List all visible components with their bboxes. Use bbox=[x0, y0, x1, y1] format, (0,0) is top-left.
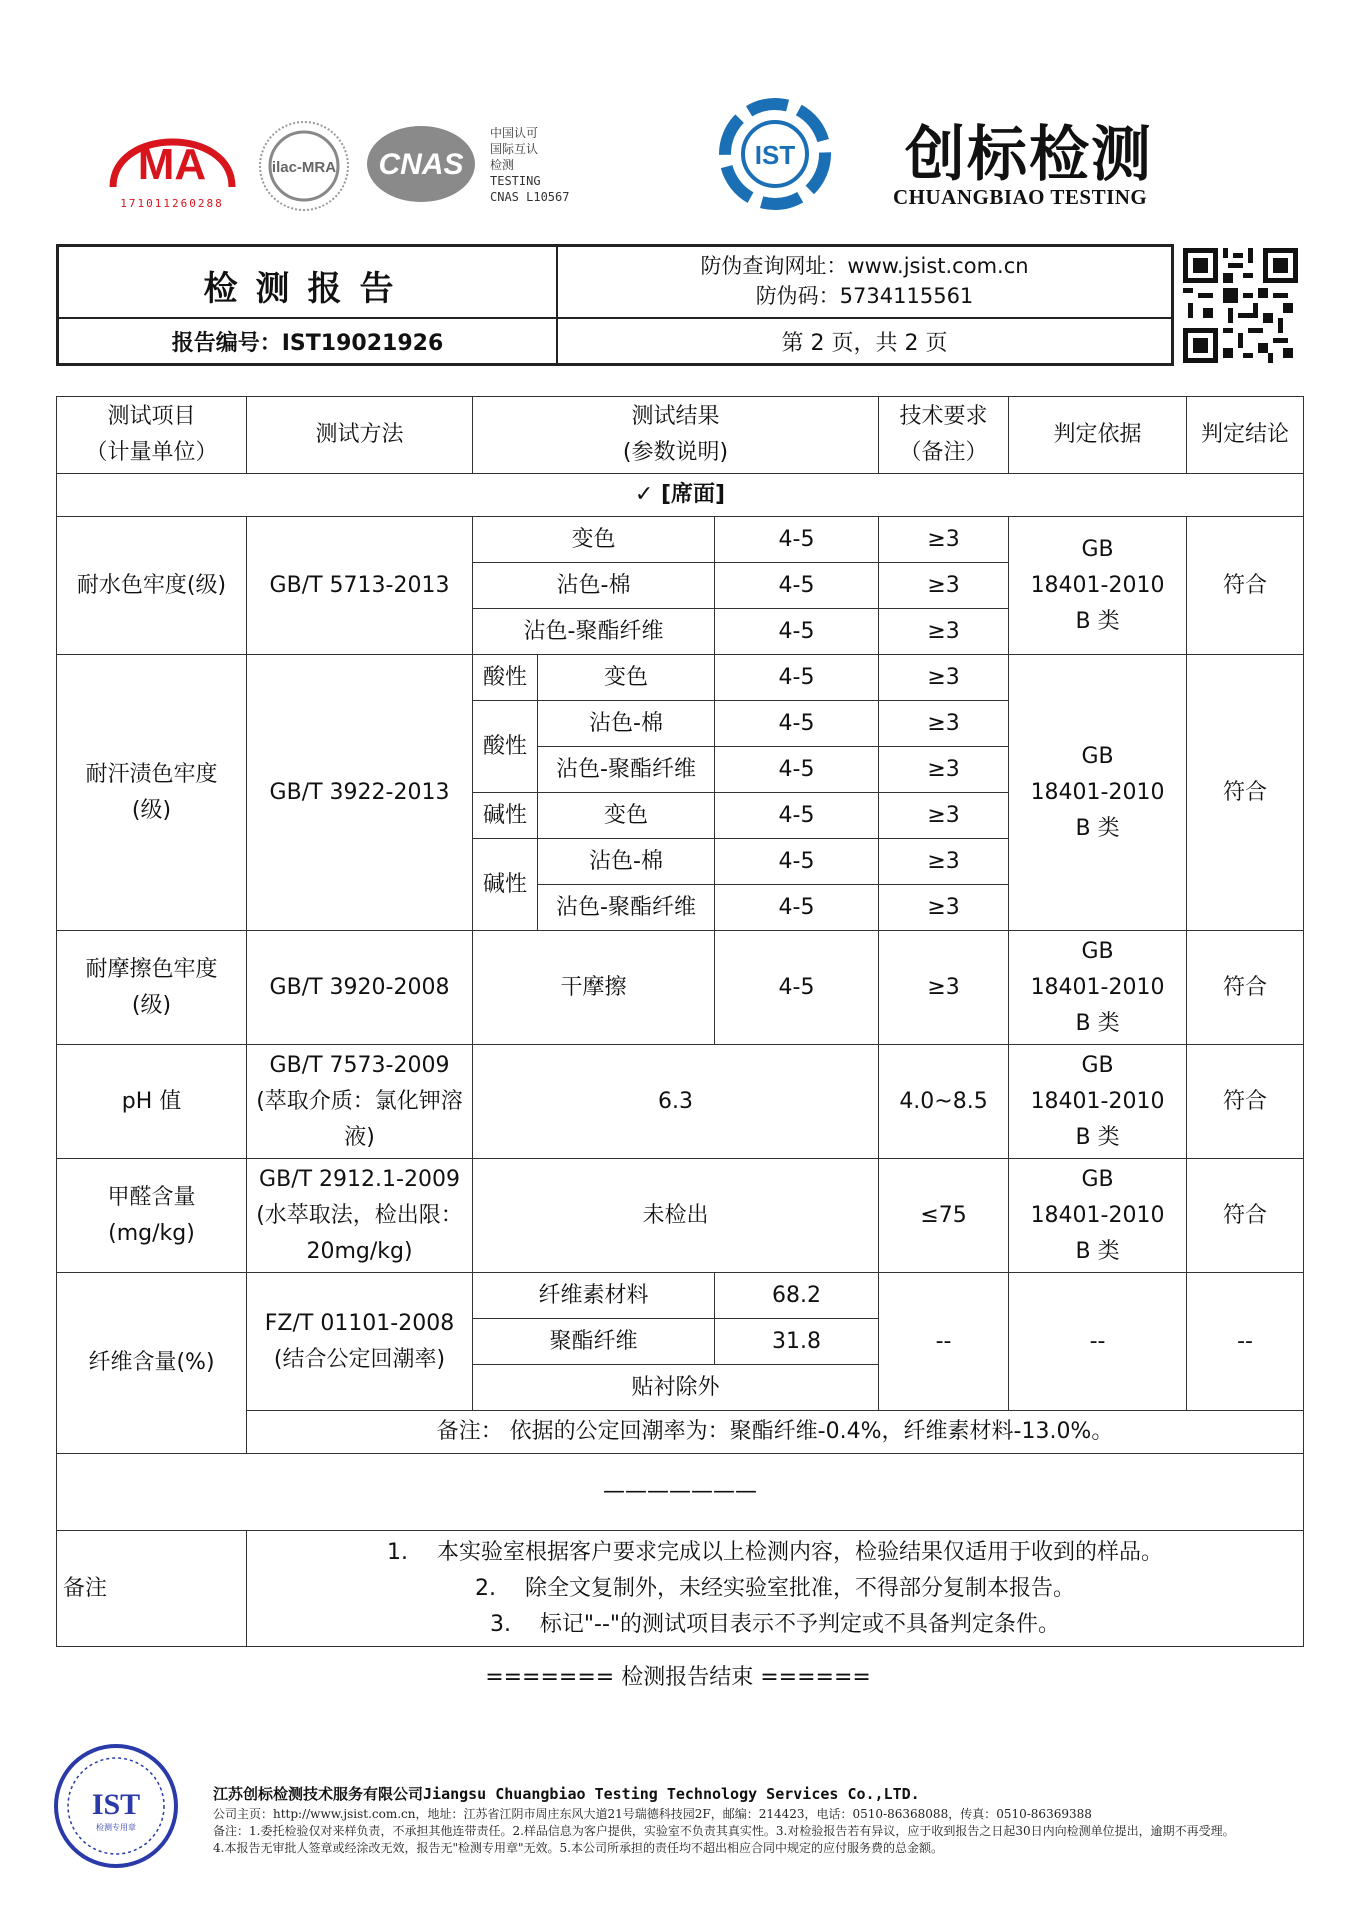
ilac-text: ilac-MRA bbox=[271, 159, 337, 176]
table-cell: 4-5 bbox=[715, 747, 879, 793]
section-row bbox=[57, 474, 1304, 517]
section-title: ✓ [席面] bbox=[57, 474, 1304, 517]
report-end: ======= 检测报告结束 ====== bbox=[485, 1665, 871, 1690]
item-water: 耐水色牢度(级) bbox=[57, 517, 247, 655]
item-ph: pH 值 bbox=[57, 1045, 247, 1159]
report-number: 报告编号：IST19021926 bbox=[171, 330, 444, 356]
table-cell: 沾色-聚酯纤维 bbox=[473, 609, 715, 655]
stamp-subtext: 检测专用章 bbox=[96, 1823, 136, 1832]
table-cell: 未检出 bbox=[473, 1159, 879, 1273]
anti-counterfeit bbox=[558, 251, 1171, 311]
table-cell: ≥3 bbox=[879, 931, 1009, 1045]
table-cell: 4-5 bbox=[715, 655, 879, 701]
table-cell: 干摩擦 bbox=[473, 931, 715, 1045]
table-cell: 聚酯纤维 bbox=[473, 1319, 715, 1365]
table-cell: 4-5 bbox=[715, 793, 879, 839]
table-cell: 68.2 bbox=[715, 1273, 879, 1319]
method-rub: GB/T 3920-2008 bbox=[247, 931, 473, 1045]
anti-code: 防伪码：5734115561 bbox=[755, 284, 974, 308]
table-cell: ≤75 bbox=[879, 1159, 1009, 1273]
table-cell: 4-5 bbox=[715, 701, 879, 747]
stamp-text: IST bbox=[91, 1788, 141, 1821]
ma-text: MA bbox=[137, 140, 207, 189]
fiber-note: 备注： 依据的公定回潮率为：聚酯纤维-0.4%，纤维素材料-13.0%。 bbox=[247, 1411, 1304, 1454]
report-header bbox=[56, 244, 1174, 366]
table-cell: 6.3 bbox=[473, 1045, 879, 1159]
table-cell: ≥3 bbox=[879, 701, 1009, 747]
method-fiber: FZ/T 01101-2008 (结合公定回潮率) bbox=[247, 1273, 473, 1411]
table-cell: 沾色-聚酯纤维 bbox=[538, 885, 715, 931]
table-cell: ≥3 bbox=[879, 839, 1009, 885]
table-cell: ≥3 bbox=[879, 885, 1009, 931]
cnas-text: CNAS bbox=[378, 148, 464, 181]
col-header-requirement: 技术要求 （备注） bbox=[879, 397, 1009, 474]
table-row bbox=[57, 1045, 1304, 1159]
blank-row bbox=[57, 1454, 1304, 1531]
table-cell: 4-5 bbox=[715, 609, 879, 655]
ilac-mra-logo bbox=[258, 120, 350, 212]
table-cell: 4-5 bbox=[715, 839, 879, 885]
table-cell: 变色 bbox=[538, 655, 715, 701]
table-cell: 变色 bbox=[538, 793, 715, 839]
ist-logo bbox=[718, 98, 833, 210]
basis-rub: GB 18401-2010 B 类 bbox=[1009, 931, 1187, 1045]
ist-text: IST bbox=[754, 140, 796, 170]
table-row bbox=[57, 655, 1304, 701]
footer-details bbox=[213, 1806, 1235, 1857]
table-cell: 31.8 bbox=[715, 1319, 879, 1365]
test-results-table bbox=[56, 396, 1304, 1647]
qr-code[interactable] bbox=[1183, 248, 1298, 363]
basis-ph: GB 18401-2010 B 类 bbox=[1009, 1045, 1187, 1159]
remark-item: 3. 标记"--"的测试项目表示不予判定或不具备判定条件。 bbox=[489, 1611, 1061, 1637]
table-cell: 酸性 bbox=[473, 655, 538, 701]
method-ph: GB/T 7573-2009 (萃取介质：氯化钾溶 液) bbox=[247, 1045, 473, 1159]
col-header-item: 测试项目 （计量单位） bbox=[57, 397, 247, 474]
table-cell: 4-5 bbox=[715, 563, 879, 609]
footer-note-1: 备注：1.委托检验仅对来样负责，不承担其他连带责任。2.样品信息为客户提供，实验室不负责其真实性。3.对检验报告若有异议，应于收到报告之日起30日内向检测单位提出，逾期不再受理。 bbox=[213, 1824, 1235, 1838]
table-cell: 变色 bbox=[473, 517, 715, 563]
conclusion-sweat: 符合 bbox=[1187, 655, 1304, 931]
table-cell: 4-5 bbox=[715, 517, 879, 563]
blank-line: ——————— bbox=[57, 1454, 1304, 1531]
remarks-list bbox=[247, 1531, 1304, 1647]
table-cell: 4-5 bbox=[715, 885, 879, 931]
table-cell: 贴衬除外 bbox=[473, 1365, 879, 1411]
table-row bbox=[57, 1273, 1304, 1319]
item-rub: 耐摩擦色牢度 (级) bbox=[57, 931, 247, 1045]
table-row bbox=[57, 517, 1304, 563]
table-cell: ≥3 bbox=[879, 793, 1009, 839]
method-water: GB/T 5713-2013 bbox=[247, 517, 473, 655]
item-fiber: 纤维含量(%) bbox=[57, 1273, 247, 1454]
conclusion-formaldehyde: 符合 bbox=[1187, 1159, 1304, 1273]
table-cell: -- bbox=[1009, 1273, 1187, 1411]
item-formaldehyde: 甲醛含量 (mg/kg) bbox=[57, 1159, 247, 1273]
footer-note-2: 4.本报告无审批人签章或经涂改无效，报告无"检测专用章"无效。5.本公司所承担的责任均不超出相应合同中规定的应付服务费的总金额。 bbox=[213, 1841, 943, 1855]
method-sweat: GB/T 3922-2013 bbox=[247, 655, 473, 931]
table-cell: 沾色-棉 bbox=[538, 701, 715, 747]
table-cell: 酸性 bbox=[473, 701, 538, 793]
table-cell: 沾色-聚酯纤维 bbox=[538, 747, 715, 793]
basis-sweat: GB 18401-2010 B 类 bbox=[1009, 655, 1187, 931]
cma-logo bbox=[105, 117, 240, 212]
cnas-logo bbox=[365, 124, 477, 204]
table-cell: 4.0~8.5 bbox=[879, 1045, 1009, 1159]
footer-contact: 公司主页：http://www.jsist.com.cn，地址：江苏省江阴市周庄东风大道21号瑞德科技园2F，邮编：214423，电话：0510-86368088，传真：0510-86369388 bbox=[213, 1807, 1092, 1821]
ma-number: 171011260288 bbox=[120, 197, 224, 210]
table-cell: ≥3 bbox=[879, 609, 1009, 655]
table-cell: -- bbox=[879, 1273, 1009, 1411]
brand-name-en: CHUANGBIAO TESTING bbox=[893, 185, 1148, 209]
table-row bbox=[57, 931, 1304, 1045]
table-cell: 沾色-棉 bbox=[473, 563, 715, 609]
table-row bbox=[57, 1159, 1304, 1273]
col-header-basis: 判定依据 bbox=[1009, 397, 1187, 474]
method-formaldehyde: GB/T 2912.1-2009 (水萃取法，检出限： 20mg/kg) bbox=[247, 1159, 473, 1273]
table-cell: ≥3 bbox=[879, 517, 1009, 563]
brand-name-cn: 创标检测 bbox=[905, 120, 1153, 190]
company-stamp bbox=[52, 1742, 180, 1870]
basis-water: GB 18401-2010 B 类 bbox=[1009, 517, 1187, 655]
table-cell: 4-5 bbox=[715, 931, 879, 1045]
table-cell: 碱性 bbox=[473, 793, 538, 839]
item-sweat: 耐汗渍色牢度 (级) bbox=[57, 655, 247, 931]
table-cell: 纤维素材料 bbox=[473, 1273, 715, 1319]
table-cell: 碱性 bbox=[473, 839, 538, 931]
conclusion-ph: 符合 bbox=[1187, 1045, 1304, 1159]
table-cell: ≥3 bbox=[879, 655, 1009, 701]
basis-formaldehyde: GB 18401-2010 B 类 bbox=[1009, 1159, 1187, 1273]
table-cell: -- bbox=[1187, 1273, 1304, 1411]
report-title: 检测报告 bbox=[203, 268, 412, 309]
table-cell: 沾色-棉 bbox=[538, 839, 715, 885]
col-header-method: 测试方法 bbox=[247, 397, 473, 474]
table-cell: ≥3 bbox=[879, 747, 1009, 793]
table-header-row bbox=[57, 397, 1304, 474]
remarks-row bbox=[57, 1531, 1304, 1647]
page-indicator: 第 2 页，共 2 页 bbox=[781, 330, 948, 356]
cnas-caption: 中国认可 国际互认 检测 TESTING CNAS L10567 bbox=[490, 126, 570, 204]
remark-item: 2. 除全文复制外，未经实验室批准，不得部分复制本报告。 bbox=[475, 1575, 1076, 1601]
anti-url[interactable]: 防伪查询网址：www.jsist.com.cn bbox=[700, 254, 1029, 278]
conclusion-water: 符合 bbox=[1187, 517, 1304, 655]
conclusion-rub: 符合 bbox=[1187, 931, 1304, 1045]
footer-company: 江苏创标检测技术服务有限公司Jiangsu Chuangbiao Testing Technology Services Co.,LTD. bbox=[213, 1785, 920, 1803]
table-cell: ≥3 bbox=[879, 563, 1009, 609]
remark-item: 1. 本实验室根据客户要求完成以上检测内容，检验结果仅适用于收到的样品。 bbox=[387, 1539, 1164, 1565]
col-header-conclusion: 判定结论 bbox=[1187, 397, 1304, 474]
remarks-label: 备注 bbox=[57, 1531, 247, 1647]
col-header-result: 测试结果 (参数说明) bbox=[473, 397, 879, 474]
